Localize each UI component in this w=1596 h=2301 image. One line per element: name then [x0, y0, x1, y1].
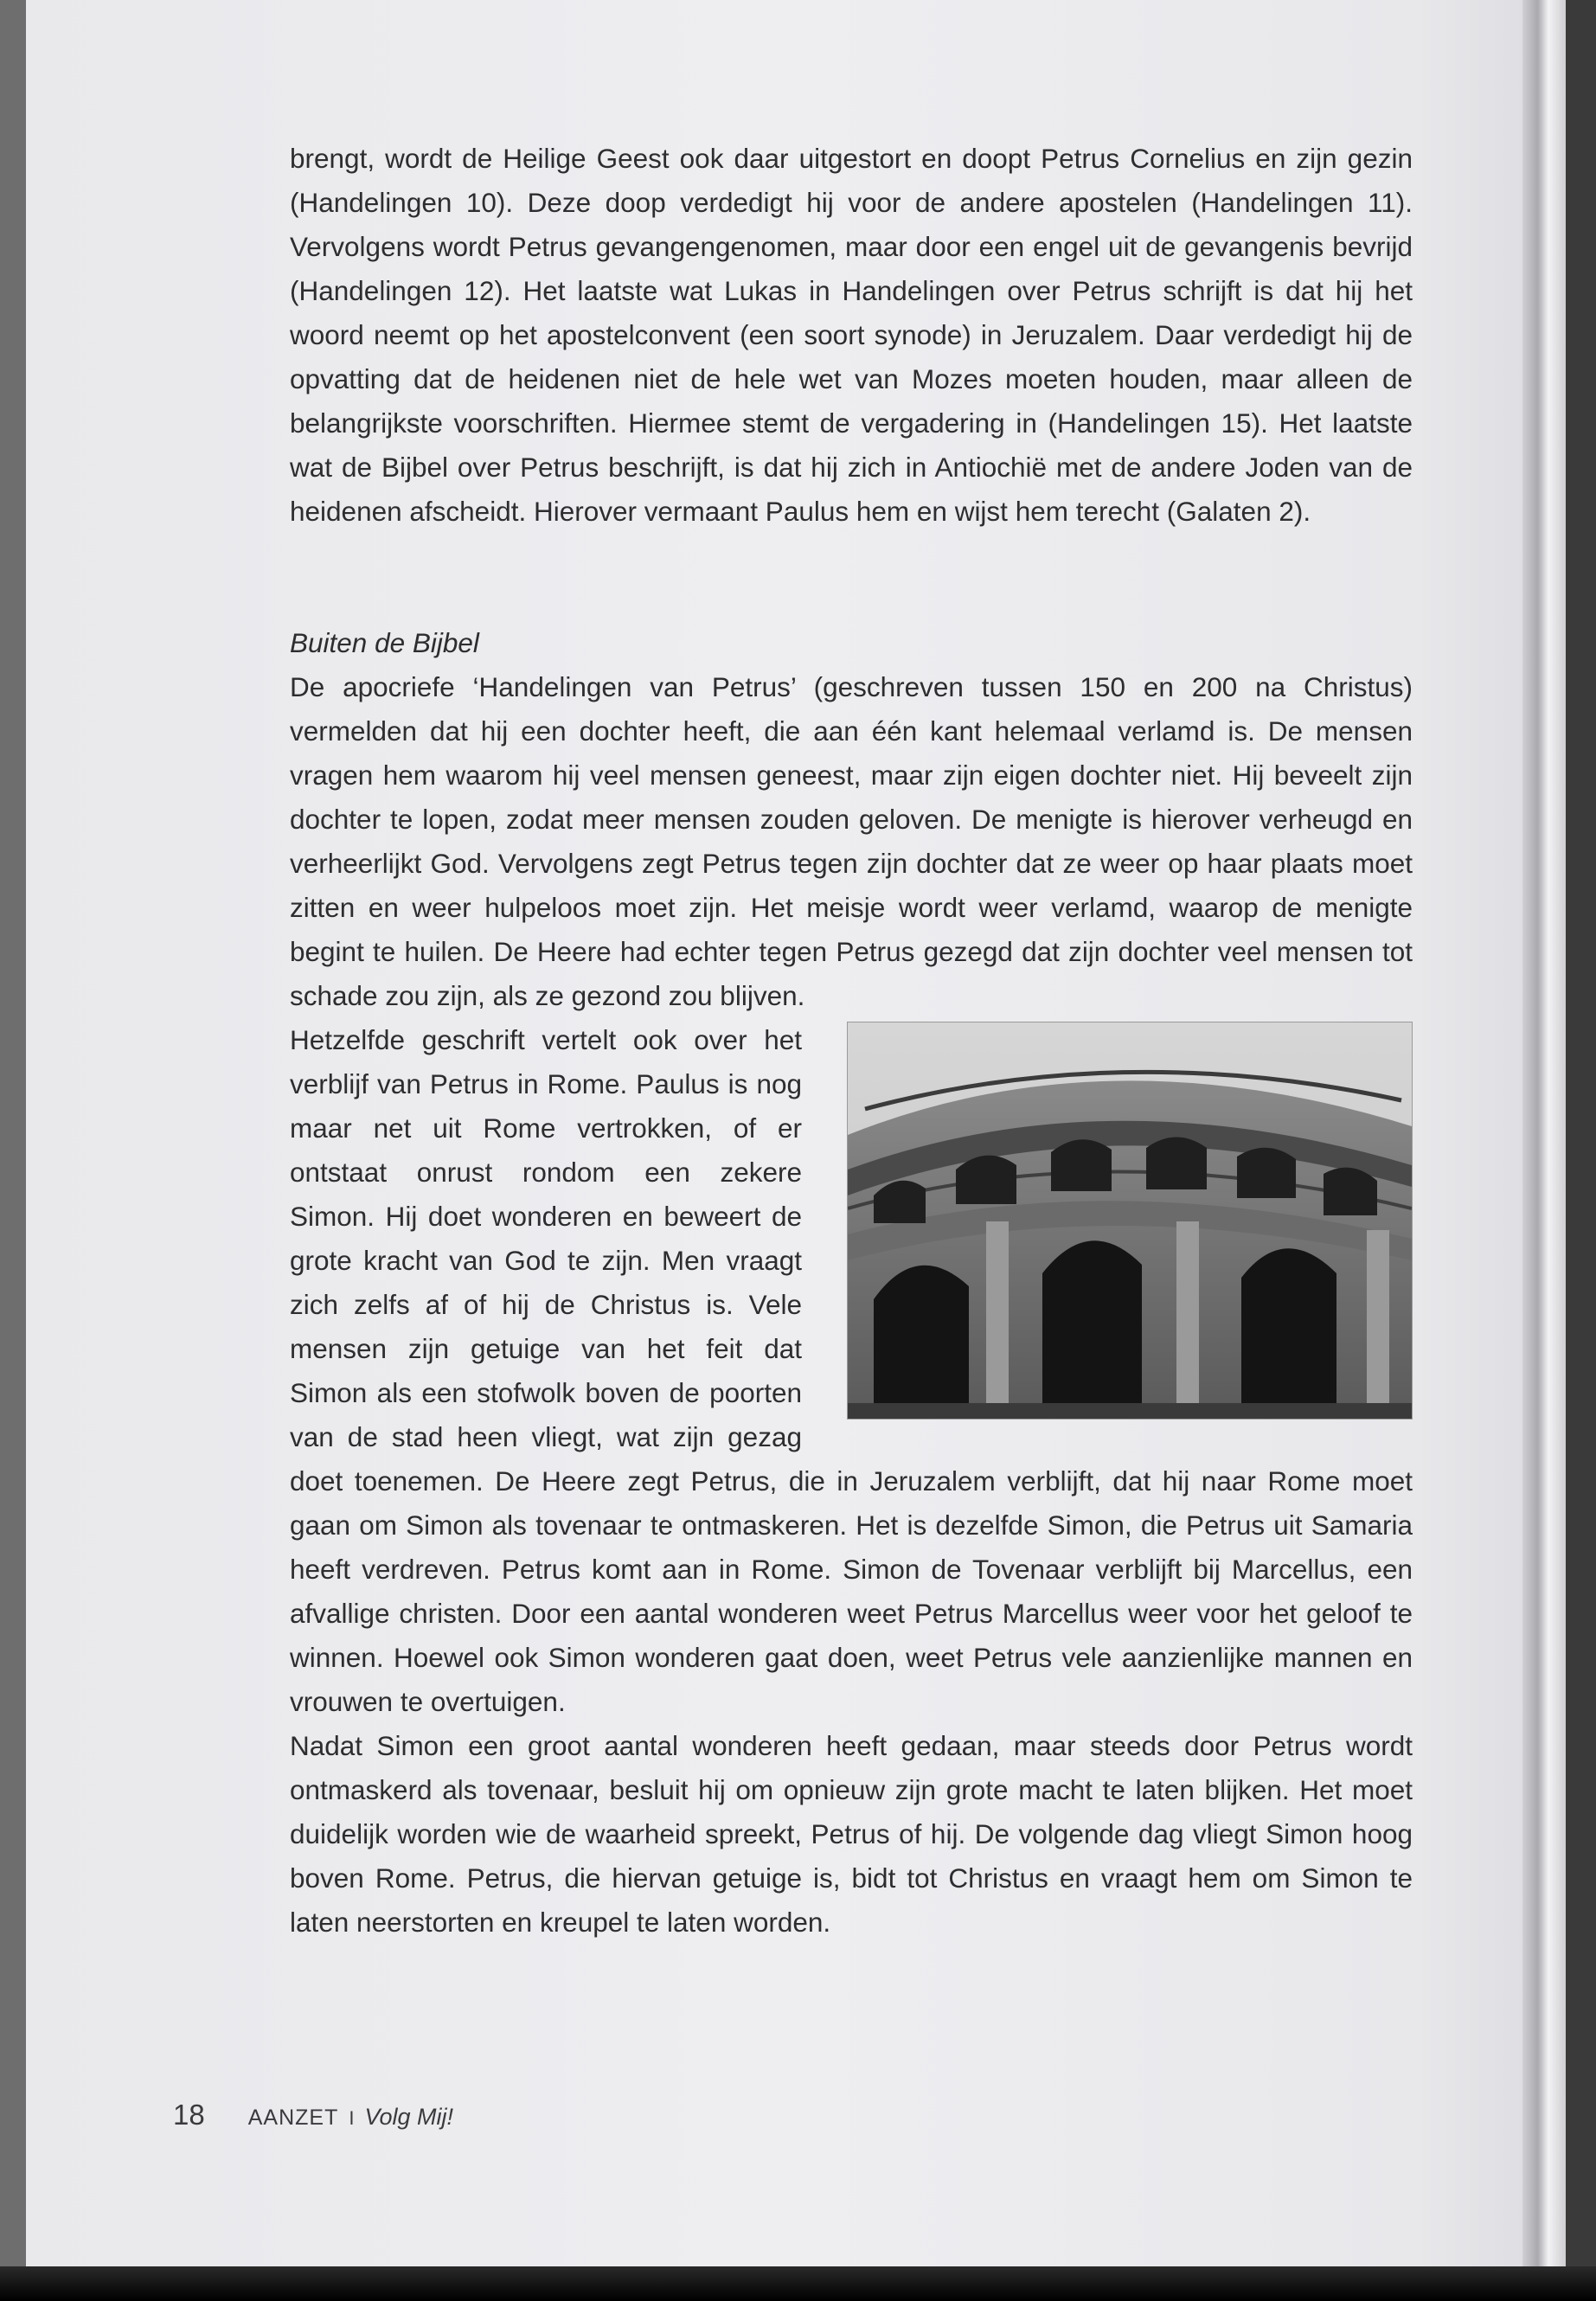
series-title: AANZET [247, 2106, 339, 2130]
text-block-main [290, 621, 1413, 1945]
paragraph-3: Hetzelfde geschrift vertelt ook over het verblijf van Petrus in Rome. Paulus is nog maar net uit Rome vertrokken, of er ontstaat onrust rondom een zekere Simon. Hij doet wonderen en beweert de grote kracht van God te zijn. Men vraagt zich zelfs af of hij de Christus is. Vele mensen zijn getuige van het feit dat Simon als een stofwolk boven de poorten van de stad heen vliegt, wat zijn gezag doet toenemen. De Heere zegt Petrus, die in Jeruzalem verblijft, dat hij naar Rome moet gaan om Simon als tovenaar te ontmaskeren. Het is dezelfde Simon, die Petrus uit Samaria heeft verdreven. Petrus komt aan in Rome. Simon de Tovenaar verblijft bij Marcellus, een afvallige christen. Door een aantal wonderen weet Petrus Marcellus weer voor het geloof te winnen. Hoewel ook Simon wonderen gaat doen, weet Petrus vele aanzienlijke mannen en vrouwen te overtuigen. [290, 1024, 1413, 1717]
page-edge [1566, 0, 1596, 2301]
footer-separator: I [349, 2107, 355, 2129]
section-heading: Buiten de Bijbel [290, 627, 479, 658]
colosseum-photo [847, 1022, 1413, 1420]
bottom-edge [0, 2266, 1596, 2301]
book-gutter [1522, 0, 1566, 2301]
colosseum-image [848, 1022, 1412, 1419]
paragraph-4: Nadat Simon een groot aantal wonderen heeft gedaan, maar steeds door Petrus wordt ontmaskerd als tovenaar, besluit hij om opnieuw zijn grote macht te laten blijken. Het moet duidelijk worden wie de waarheid spreekt, Petrus of hij. De volgende dag vliegt Simon hoog boven Rome. Petrus, die hiervan getuige is, bidt tot Christus en vraagt hem om Simon te laten neerstorten en kreupel te laten worden. [290, 1730, 1413, 1938]
page-footer [173, 2098, 453, 2136]
paragraph-2: De apocriefe ‘Handelingen van Petrus’ (geschreven tussen 150 en 200 na Christus) vermelden dat hij een dochter heeft, die aan één kant helemaal verlamd is. De mensen vragen hem waarom hij veel mensen geneest, maar zijn eigen dochter niet. Hij beveelt zijn dochter te lopen, zodat meer mensen zouden geloven. De menigte is hierover verheugd en verheerlijkt God. Vervolgens zegt Petrus tegen zijn dochter dat ze weer op haar plaats moet zitten en weer hulpeloos moet zijn. Het meisje wordt weer verlamd, waarop de menigte begint te huilen. De Heere had echter tegen Petrus gezegd dat zijn dochter veel mensen tot schade zou zijn, als ze gezond zou blijven. [290, 671, 1413, 1011]
book-title: Volg Mij! [364, 2104, 453, 2130]
page-number: 18 [173, 2099, 205, 2131]
text-block-top [290, 137, 1413, 534]
paragraph-1: brengt, wordt de Heilige Geest ook daar uitgestort en doopt Petrus Cornelius en zijn gezin (Handelingen 10). Deze doop verdedigt hij voor de andere apostelen (Handelingen 11). Vervolgens wordt Petrus gevangengenomen, maar door een engel uit de gevangenis bevrijd (Handelingen 12). Het laatste wat Lukas in Handelingen over Petrus schrijft is dat hij het woord neemt op het apostelconvent (een soort synode) in Jeruzalem. Daar verdedigt hij de opvatting dat de heidenen niet de hele wet van Mozes moeten houden, maar alleen de belangrijkste voorschriften. Hiermee stemt de vergadering in (Handelingen 15). Het laatste wat de Bijbel over Petrus beschrijft, is dat hij zich in Antiochië met de andere Joden van de heidenen afscheidt. Hierover vermaant Paulus hem en wijst hem terecht (Galaten 2). [290, 143, 1413, 527]
